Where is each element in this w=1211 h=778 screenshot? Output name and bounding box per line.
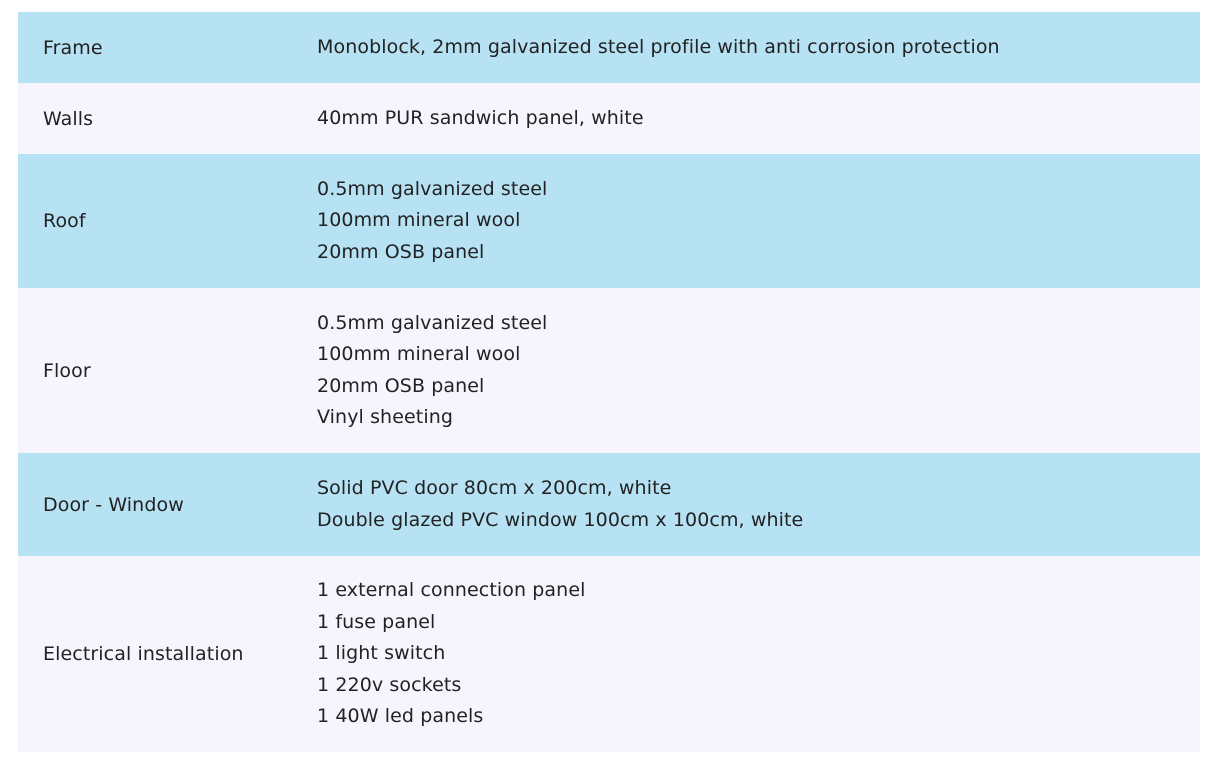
spec-value-line: Solid PVC door 80cm x 200cm, white [317, 477, 672, 500]
spec-value-line: Vinyl sheeting [317, 405, 454, 428]
spec-value-line: 1 220v sockets [317, 673, 462, 696]
spec-label: Walls [43, 107, 94, 130]
spec-label: Roof [43, 210, 86, 232]
spec-row-floor [18, 288, 1200, 453]
spec-value-line: 0.5mm galvanized steel [317, 177, 548, 200]
spec-value [316, 154, 1200, 288]
spec-label: Electrical installation [43, 643, 244, 665]
spec-label: Door - Window [43, 493, 184, 516]
spec-value [316, 288, 1200, 453]
spec-value-line: 1 external connection panel [317, 579, 586, 602]
spec-row-roof [18, 154, 1200, 288]
spec-value-line: 1 fuse panel [317, 610, 436, 633]
specification-table [18, 12, 1200, 752]
spec-value-line: 100mm mineral wool [317, 343, 521, 366]
spec-value-line: 1 light switch [317, 642, 446, 665]
spec-value [316, 83, 1200, 154]
spec-value-line: 0.5mm galvanized steel [317, 311, 548, 334]
spec-value-line: 40mm PUR sandwich panel, white [317, 106, 644, 129]
spec-value-line: Double glazed PVC window 100cm x 100cm, white [317, 508, 804, 531]
spec-value [316, 453, 1200, 556]
spec-row-frame [18, 12, 1200, 83]
spec-value [316, 12, 1200, 83]
spec-row-walls [18, 83, 1200, 154]
spec-value-line: 20mm OSB panel [317, 374, 485, 397]
spec-label: Floor [43, 359, 91, 382]
spec-value-line: 100mm mineral wool [317, 209, 521, 232]
spec-row-door-window [18, 453, 1200, 556]
spec-label: Frame [43, 36, 103, 59]
spec-row-electrical-installation [18, 556, 1200, 752]
spec-value [316, 556, 1200, 752]
spec-value-line: Monoblock, 2mm galvanized steel profile with anti corrosion protection [317, 35, 1000, 58]
spec-value-line: 20mm OSB panel [317, 240, 485, 263]
spec-value-line: 1 40W led panels [317, 705, 484, 728]
